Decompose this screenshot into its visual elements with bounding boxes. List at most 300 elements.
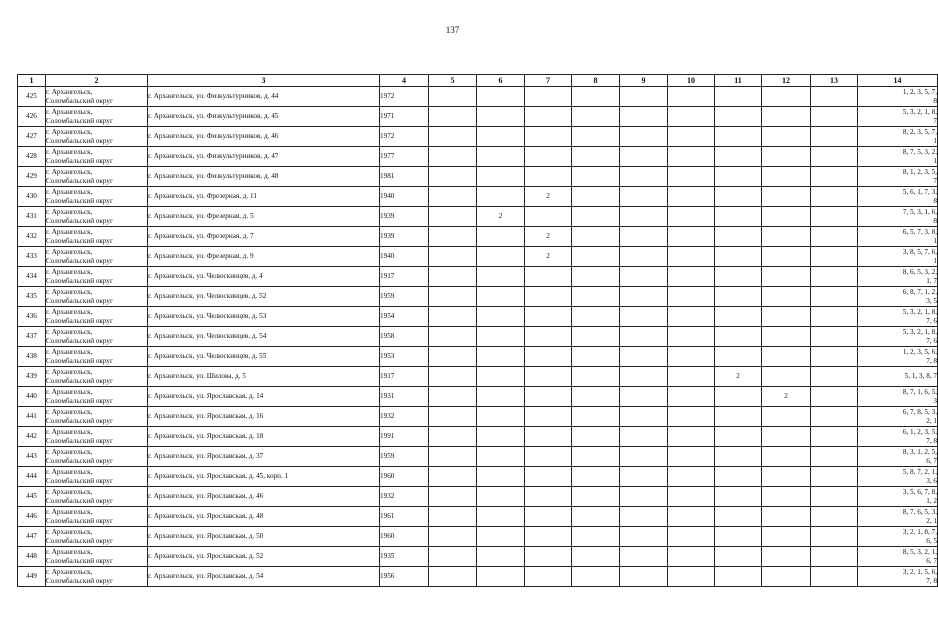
district-cell (46, 247, 148, 267)
mark-cell (525, 167, 572, 187)
row-number: 427 (18, 127, 46, 147)
district-city: г. Архангельск, (46, 568, 93, 576)
mark-cell (668, 567, 715, 587)
district-cell (46, 187, 148, 207)
order-line-1: 5, 3, 2, 1, 8, (902, 308, 937, 316)
mark-cell (620, 507, 668, 527)
district-cell (46, 487, 148, 507)
order-line-2: 8 (933, 196, 937, 205)
order-line-1: 8, 1, 2, 3, 5, (902, 168, 937, 176)
mark-cell (525, 347, 572, 367)
mark-cell (572, 247, 620, 267)
mark-cell (572, 407, 620, 427)
mark-cell (668, 387, 715, 407)
table-row (18, 167, 938, 187)
mark-cell (715, 187, 762, 207)
order-line-2: 7, 8 (926, 436, 937, 445)
row-number: 442 (18, 427, 46, 447)
mark-cell (477, 287, 525, 307)
mark-cell (525, 467, 572, 487)
order-line-1: 3, 5, 6, 7, 8, (902, 488, 937, 496)
mark-cell (762, 207, 811, 227)
mark-cell (762, 447, 811, 467)
order-line-2: 1, 7 (926, 276, 937, 285)
order-line-1: 6, 8, 7, 1, 2, (902, 288, 937, 296)
order-line-1: 1, 2, 3, 5, 6, (902, 348, 937, 356)
column-header: 6 (477, 75, 525, 87)
order-line-1: 8, 5, 3, 2, 1, (902, 548, 937, 556)
table-row (18, 507, 938, 527)
column-header: 8 (572, 75, 620, 87)
order-line-2: 7 (933, 116, 937, 125)
mark-cell (620, 207, 668, 227)
mark-cell (477, 267, 525, 287)
mark-cell (811, 87, 858, 107)
year-cell: 1917 (380, 267, 429, 287)
mark-cell (811, 447, 858, 467)
mark-cell (811, 107, 858, 127)
district-cell (46, 107, 148, 127)
year-cell: 1940 (380, 187, 429, 207)
order-line-1: 5, 6, 1, 7, 3, (902, 188, 937, 196)
mark-cell (429, 287, 477, 307)
mark-cell (668, 527, 715, 547)
year-cell: 1932 (380, 407, 429, 427)
mark-cell (762, 247, 811, 267)
mark-cell (668, 507, 715, 527)
mark-cell (572, 267, 620, 287)
mark-cell (525, 407, 572, 427)
mark-cell (811, 547, 858, 567)
mark-cell (811, 267, 858, 287)
district-area: Соломбальский округ (46, 556, 113, 565)
mark-cell (668, 427, 715, 447)
address-cell: г. Архангельск, ул. Фрезерная, д. 7 (148, 227, 380, 247)
row-number: 441 (18, 407, 46, 427)
row-number: 445 (18, 487, 46, 507)
order-cell (858, 107, 938, 127)
district-cell (46, 167, 148, 187)
mark-cell (429, 467, 477, 487)
order-line-2: 7, 8 (926, 356, 937, 365)
mark-cell (620, 547, 668, 567)
district-cell (46, 347, 148, 367)
order-cell (858, 267, 938, 287)
mark-cell (811, 487, 858, 507)
mark-cell (811, 207, 858, 227)
mark-cell (429, 267, 477, 287)
mark-cell (572, 147, 620, 167)
district-area: Соломбальский округ (46, 116, 113, 125)
mark-cell (572, 207, 620, 227)
district-city: г. Архангельск, (46, 208, 93, 216)
column-header: 7 (525, 75, 572, 87)
mark-cell (572, 107, 620, 127)
mark-cell (429, 227, 477, 247)
district-area: Соломбальский округ (46, 536, 113, 545)
mark-cell (525, 287, 572, 307)
year-cell: 1959 (380, 447, 429, 467)
mark-cell (525, 307, 572, 327)
district-cell (46, 447, 148, 467)
mark-cell (572, 487, 620, 507)
mark-cell (762, 267, 811, 287)
row-number: 439 (18, 367, 46, 387)
district-area: Соломбальский округ (46, 276, 113, 285)
order-line-1: 5, 1, 3, 8, 7 (904, 372, 937, 381)
order-line-1: 8, 6, 5, 3, 2, (902, 268, 937, 276)
order-cell (858, 307, 938, 327)
mark-cell (572, 87, 620, 107)
order-line-1: 8, 2, 3, 5, 7, (902, 128, 937, 136)
row-number: 425 (18, 87, 46, 107)
year-cell: 1917 (380, 367, 429, 387)
mark-cell (572, 527, 620, 547)
year-cell: 1939 (380, 227, 429, 247)
mark-cell (762, 287, 811, 307)
mark-cell (620, 387, 668, 407)
mark-cell (762, 227, 811, 247)
district-city: г. Архангельск, (46, 268, 93, 276)
table-row (18, 207, 938, 227)
mark-cell (572, 307, 620, 327)
mark-cell (811, 407, 858, 427)
year-cell: 1953 (380, 347, 429, 367)
mark-cell (668, 487, 715, 507)
order-line-1: 6, 5, 7, 3, 8, (902, 228, 937, 236)
order-line-1: 3, 2, 1, 8, 7, (902, 528, 937, 536)
mark-cell (668, 147, 715, 167)
address-cell: г. Архангельск, ул. Ярославская, д. 46 (148, 487, 380, 507)
row-number: 437 (18, 327, 46, 347)
year-cell: 1954 (380, 307, 429, 327)
district-cell (46, 267, 148, 287)
district-city: г. Архангельск, (46, 148, 93, 156)
mark-cell (762, 307, 811, 327)
row-number: 448 (18, 547, 46, 567)
mark-cell (429, 507, 477, 527)
mark-cell (762, 127, 811, 147)
address-cell: г. Архангельск, ул. Ярославская, д. 54 (148, 567, 380, 587)
mark-cell (525, 567, 572, 587)
mark-cell (715, 427, 762, 447)
district-area: Соломбальский округ (46, 236, 113, 245)
address-cell: г. Архангельск, ул. Шилова, д. 5 (148, 367, 380, 387)
order-line-2: 2, 1 (926, 516, 937, 525)
district-cell (46, 367, 148, 387)
district-city: г. Архангельск, (46, 248, 93, 256)
order-cell (858, 287, 938, 307)
mark-cell (429, 327, 477, 347)
order-cell (858, 547, 938, 567)
mark-cell (429, 487, 477, 507)
mark-cell (715, 527, 762, 547)
order-line-1: 8, 7, 5, 3, 2, (902, 148, 937, 156)
address-cell: г. Архангельск, ул. Челюскинцев, д. 55 (148, 347, 380, 367)
mark-cell (572, 127, 620, 147)
district-city: г. Архангельск, (46, 448, 93, 456)
mark-cell (715, 87, 762, 107)
mark-cell (715, 307, 762, 327)
table-row (18, 487, 938, 507)
district-area: Соломбальский округ (46, 516, 113, 525)
order-line-1: 1, 2, 3, 5, 7, (902, 88, 937, 96)
mark-cell (572, 367, 620, 387)
district-city: г. Архангельск, (46, 228, 93, 236)
mark-cell (477, 87, 525, 107)
order-cell (858, 347, 938, 367)
mark-cell (811, 527, 858, 547)
address-cell: г. Архангельск, ул. Ярославская, д. 45, корп. 1 (148, 467, 380, 487)
mark-cell (811, 567, 858, 587)
district-cell (46, 387, 148, 407)
mark-cell (572, 187, 620, 207)
mark-cell (620, 187, 668, 207)
mark-cell (525, 447, 572, 467)
mark-cell (572, 287, 620, 307)
mark-cell: 2 (762, 387, 811, 407)
district-cell (46, 147, 148, 167)
table-row (18, 307, 938, 327)
mark-cell (620, 407, 668, 427)
mark-cell (620, 367, 668, 387)
mark-cell (715, 487, 762, 507)
order-cell (858, 487, 938, 507)
order-cell (858, 147, 938, 167)
row-number: 436 (18, 307, 46, 327)
mark-cell (525, 527, 572, 547)
mark-cell (620, 127, 668, 147)
mark-cell (572, 387, 620, 407)
order-cell (858, 567, 938, 587)
mark-cell (811, 147, 858, 167)
order-line-2: 7, 6 (926, 316, 937, 325)
mark-cell (620, 227, 668, 247)
mark-cell (620, 167, 668, 187)
mark-cell (477, 547, 525, 567)
mark-cell (620, 487, 668, 507)
mark-cell (620, 327, 668, 347)
mark-cell (429, 547, 477, 567)
row-number: 431 (18, 207, 46, 227)
order-line-1: 5, 3, 2, 1, 8, (902, 328, 937, 336)
district-area: Соломбальский округ (46, 336, 113, 345)
table-row (18, 367, 938, 387)
order-line-1: 8, 3, 1, 2, 5, (902, 448, 937, 456)
order-line-1: 5, 3, 2, 1, 8, (902, 108, 937, 116)
mark-cell (715, 507, 762, 527)
order-cell (858, 427, 938, 447)
mark-cell (429, 307, 477, 327)
order-cell (858, 327, 938, 347)
mark-cell (429, 247, 477, 267)
mark-cell (668, 447, 715, 467)
address-cell: г. Архангельск, ул. Ярославская, д. 14 (148, 387, 380, 407)
mark-cell (525, 367, 572, 387)
mark-cell (429, 447, 477, 467)
order-line-2: 8 (933, 96, 937, 105)
year-cell: 1960 (380, 467, 429, 487)
mark-cell (525, 327, 572, 347)
column-header: 10 (668, 75, 715, 87)
mark-cell (668, 127, 715, 147)
mark-cell (762, 567, 811, 587)
mark-cell (811, 187, 858, 207)
mark-cell (477, 487, 525, 507)
mark-cell (762, 367, 811, 387)
mark-cell (620, 267, 668, 287)
table-row (18, 547, 938, 567)
mark-cell (811, 227, 858, 247)
order-line-2: 3, 6 (926, 476, 937, 485)
district-city: г. Архангельск, (46, 528, 93, 536)
district-cell (46, 427, 148, 447)
mark-cell (477, 167, 525, 187)
row-number: 434 (18, 267, 46, 287)
address-cell: г. Архангельск, ул. Фрезерная, д. 11 (148, 187, 380, 207)
row-number: 428 (18, 147, 46, 167)
mark-cell (762, 407, 811, 427)
year-cell: 1932 (380, 487, 429, 507)
order-line-2: 1 (933, 256, 937, 265)
row-number: 449 (18, 567, 46, 587)
mark-cell (811, 367, 858, 387)
mark-cell (477, 107, 525, 127)
order-cell (858, 387, 938, 407)
mark-cell (429, 207, 477, 227)
address-cell: г. Архангельск, ул. Ярославская, д. 50 (148, 527, 380, 547)
order-line-2: 6, 7 (926, 556, 937, 565)
mark-cell (525, 507, 572, 527)
row-number: 430 (18, 187, 46, 207)
mark-cell (477, 507, 525, 527)
district-city: г. Архангельск, (46, 88, 93, 96)
mark-cell (429, 367, 477, 387)
district-cell (46, 567, 148, 587)
year-cell: 1940 (380, 247, 429, 267)
mark-cell (572, 547, 620, 567)
mark-cell (620, 247, 668, 267)
mark-cell (620, 567, 668, 587)
district-area: Соломбальский округ (46, 156, 113, 165)
mark-cell (762, 467, 811, 487)
order-cell (858, 467, 938, 487)
order-cell (858, 187, 938, 207)
mark-cell (811, 127, 858, 147)
mark-cell (429, 87, 477, 107)
district-area: Соломбальский округ (46, 496, 113, 505)
row-number: 433 (18, 247, 46, 267)
mark-cell (715, 447, 762, 467)
mark-cell (762, 167, 811, 187)
table-row (18, 447, 938, 467)
mark-cell (477, 227, 525, 247)
year-cell: 1931 (380, 387, 429, 407)
order-line-2: 3, 5 (926, 296, 937, 305)
district-area: Соломбальский округ (46, 256, 113, 265)
mark-cell (762, 547, 811, 567)
address-cell: г. Архангельск, ул. Ярославская, д. 16 (148, 407, 380, 427)
mark-cell (762, 327, 811, 347)
mark-cell (668, 247, 715, 267)
mark-cell (668, 307, 715, 327)
row-number: 444 (18, 467, 46, 487)
order-line-2: 1, 2 (926, 496, 937, 505)
district-city: г. Архангельск, (46, 168, 93, 176)
mark-cell (668, 227, 715, 247)
address-cell: г. Архангельск, ул. Физкультурников, д. 47 (148, 147, 380, 167)
district-area: Соломбальский округ (46, 96, 113, 105)
mark-cell (477, 407, 525, 427)
mark-cell (762, 487, 811, 507)
district-cell (46, 527, 148, 547)
mark-cell (429, 427, 477, 447)
order-line-1: 8, 7, 1, 6, 5, (902, 388, 937, 396)
order-cell (858, 207, 938, 227)
mark-cell (668, 367, 715, 387)
order-line-2: 1 (933, 136, 937, 145)
row-number: 443 (18, 447, 46, 467)
mark-cell (620, 427, 668, 447)
district-city: г. Архангельск, (46, 288, 93, 296)
mark-cell (620, 527, 668, 547)
mark-cell (668, 547, 715, 567)
address-cell: г. Архангельск, ул. Челюскинцев, д. 53 (148, 307, 380, 327)
mark-cell (668, 347, 715, 367)
year-cell: 1977 (380, 147, 429, 167)
mark-cell (620, 467, 668, 487)
mark-cell (668, 327, 715, 347)
mark-cell (572, 447, 620, 467)
district-city: г. Архангельск, (46, 128, 93, 136)
mark-cell (429, 147, 477, 167)
mark-cell (620, 287, 668, 307)
district-area: Соломбальский округ (46, 356, 113, 365)
district-city: г. Архангельск, (46, 388, 93, 396)
mark-cell (477, 247, 525, 267)
district-cell (46, 307, 148, 327)
mark-cell (429, 347, 477, 367)
order-cell (858, 447, 938, 467)
address-cell: г. Архангельск, ул. Физкультурников, д. 44 (148, 87, 380, 107)
table-row (18, 127, 938, 147)
district-cell (46, 547, 148, 567)
order-line-2: 2, 1 (926, 416, 937, 425)
mark-cell (668, 467, 715, 487)
mark-cell (477, 567, 525, 587)
mark-cell (477, 187, 525, 207)
year-cell: 1961 (380, 507, 429, 527)
mark-cell (715, 127, 762, 147)
mark-cell (477, 327, 525, 347)
mark-cell (715, 547, 762, 567)
column-header: 2 (46, 75, 148, 87)
address-cell: г. Архангельск, ул. Физкультурников, д. 45 (148, 107, 380, 127)
table-row (18, 567, 938, 587)
mark-cell (525, 387, 572, 407)
year-cell: 1960 (380, 527, 429, 547)
mark-cell: 2 (525, 227, 572, 247)
mark-cell (429, 127, 477, 147)
column-header: 4 (380, 75, 429, 87)
order-line-2: 1 (933, 156, 937, 165)
mark-cell (811, 507, 858, 527)
mark-cell (811, 167, 858, 187)
order-cell (858, 227, 938, 247)
address-cell: г. Архангельск, ул. Физкультурников, д. 48 (148, 167, 380, 187)
row-number: 432 (18, 227, 46, 247)
order-line-2: 3 (933, 396, 937, 405)
